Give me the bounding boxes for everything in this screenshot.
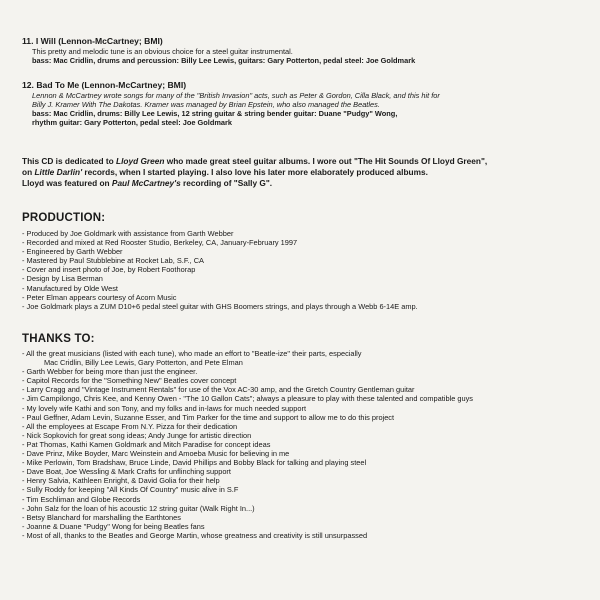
list-item: - Larry Cragg and "Vintage Instrument Rentals" for use of the Vox AC-30 amp, and the Gretch Country Gentleman guitar (22, 385, 415, 395)
list-item: - Pat Thomas, Kathi Kamen Goldmark and Mitch Paradise for concept ideas (22, 439, 271, 449)
dedication-text: records, when I started playing. I also love his later more elaborately produced albums. (82, 167, 428, 177)
dedication (22, 156, 582, 189)
list-item: - Mastered by Paul Stubblebine at Rocket Lab, S.F., CA (22, 256, 204, 266)
track-description-line (32, 100, 582, 109)
track-12 (22, 80, 582, 127)
dedication-line (22, 178, 582, 189)
list-item: - Joanne & Duane "Pudgy" Wong for being Beatles fans (22, 521, 205, 531)
list-item: - Dave Boat, Joe Wessling & Mark Crafts for unflinching support (22, 467, 231, 477)
list-item: - Henry Salvia, Kathleen Enright, & David Golia for their help (22, 476, 220, 486)
list-item: - Design by Lisa Berman (22, 274, 103, 284)
list-item: - Sully Roddy for keeping "All Kinds Of Country" music alive in S.F (22, 485, 239, 495)
dedication-text: recording of "Sally G". (180, 178, 273, 188)
list-item: - Engineered by Garth Webber (22, 247, 123, 257)
dedication-text: who made great steel guitar albums. I wore out "The Hit Sounds Of Lloyd Green", (164, 156, 488, 166)
list-item: - All the employees at Escape From N.Y. Pizza for their dedication (22, 421, 238, 431)
dedication-text: Lloyd was featured on (22, 178, 112, 188)
track-description-text: Lennon & McCartney wrote songs for many of the "British Invasion" acts, such as Peter & Gordon, Cilla Black, and this hit for (32, 91, 440, 100)
list-item: - Tim Eschliman and Globe Records (22, 494, 141, 504)
track-credits: bass: Mac Cridlin, drums: Billy Lee Lewis, 12 string guitar & string bender guitar: Duane "Pudgy" Wong, (32, 109, 398, 119)
list-item: - Joe Goldmark plays a ZUM D10+6 pedal steel guitar with GHS Boomers strings, and plays through a Webb 6-14E amp. (22, 301, 418, 311)
track-title: 11. I Will (Lennon-McCartney; BMI) (22, 36, 163, 46)
dedication-label: Little Darlin' (34, 167, 83, 177)
list-item: - My lovely wife Kathi and son Tony, and my folks and in-laws for much needed support (22, 403, 306, 413)
list-item: - All the great musicians (listed with each tune), who made an effort to "Beatle-ize" their parts, especially (22, 349, 362, 358)
list-item: Mac Cridlin, Billy Lee Lewis, Gary Potterton, and Pete Elman (44, 358, 243, 368)
production-heading: PRODUCTION: (22, 212, 106, 224)
list-item: - Dave Prinz, Mike Boyder, Marc Weinstein and Amoeba Music for believing in me (22, 449, 290, 459)
dedication-name: Lloyd Green (116, 156, 165, 166)
list-item: - Mike Perlowin, Tom Bradshaw, Bruce Linde, David Phillips and Bobby Black for talking and playing steel (22, 458, 367, 468)
track-description: This pretty and melodic tune is an obvious choice for a steel guitar instrumental. (32, 47, 293, 56)
dedication-text: This CD is dedicated to (22, 156, 117, 166)
track-credits: rhythm guitar: Gary Potterton, pedal steel: Joe Goldmark (32, 118, 232, 128)
thanks-list (22, 349, 587, 540)
thanks-heading: THANKS TO: (22, 333, 95, 345)
list-item: - Most of all, thanks to the Beatles and George Martin, whose greatness and creativity is still unsurpassed (22, 530, 368, 540)
track-description-line (32, 91, 582, 100)
list-item: - Produced by Joe Goldmark with assistance from Garth Webber (22, 229, 234, 238)
list-item: - Garth Webber for being more than just the engineer. (22, 367, 198, 377)
track-body (22, 91, 582, 127)
dedication-line (22, 156, 582, 167)
list-item: - Nick Sopkovich for great song ideas; Andy Junge for artistic direction (22, 430, 252, 440)
list-item: - Betsy Blanchard for marshalling the Earthtones (22, 512, 181, 522)
list-item: - Jim Campilongo, Chris Kee, and Kenny Owen - "The 10 Gallon Cats"; always a pleasure to play with these talented and compatible guys (22, 394, 473, 404)
dedication-line (22, 167, 582, 178)
track-11 (22, 36, 582, 65)
track-title: 12. Bad To Me (Lennon-McCartney; BMI) (22, 80, 187, 90)
list-item: - Paul Geffner, Adam Levin, Suzanne Esser, and Tim Parker for the time and support to allow me to do this project (22, 412, 395, 422)
track-description-text: Billy J. Kramer With The Dakotas. Kramer was managed by Brian Epstein, who also managed the Beatles. (32, 100, 380, 110)
dedication-text: on (22, 167, 35, 177)
dedication-name: Paul McCartney's (111, 178, 181, 188)
track-body (22, 47, 582, 65)
production-list (22, 229, 587, 311)
list-item: - Recorded and mixed at Red Rooster Studio, Berkeley, CA, January-February 1997 (22, 238, 298, 248)
list-item: - John Salz for the loan of his acoustic 12 string guitar (Walk Right In...) (22, 503, 255, 513)
list-item: - Peter Elman appears courtesy of Acorn Music (22, 292, 177, 302)
list-item: - Cover and insert photo of Joe, by Robert Foothorap (22, 265, 196, 275)
list-item: - Manufactured by Olde West (22, 283, 118, 293)
list-item: - Capitol Records for the "Something New" Beatles cover concept (22, 376, 237, 386)
track-credits: bass: Mac Cridlin, drums and percussion: Billy Lee Lewis, guitars: Gary Potterton, pedal steel: Joe Goldmark (32, 56, 416, 66)
